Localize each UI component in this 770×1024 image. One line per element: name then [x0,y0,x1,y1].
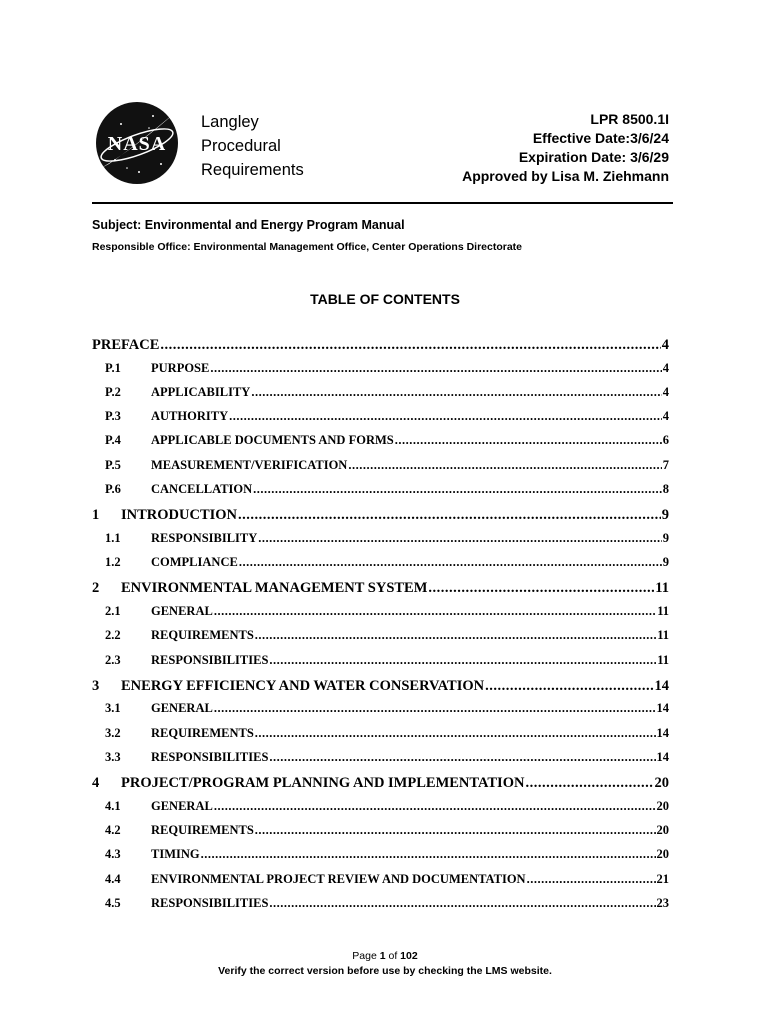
toc-entry-number: 1.1 [105,530,121,545]
toc-entry-page: 4 [661,337,669,353]
toc-entry-title: ENVIRONMENTAL PROJECT REVIEW AND DOCUMENTATION [151,871,526,886]
subject-line: Subject: Environmental and Energy Program Manual [92,218,405,232]
toc-entry[interactable] [92,478,669,500]
toc-entry-title: PURPOSE [151,360,210,375]
approved-by: Approved by Lisa M. Ziehmann [462,168,669,184]
toc-entry-number: 4.4 [105,871,121,886]
document-id: LPR 8500.1I [590,111,669,127]
toc-entry-title: MEASUREMENT/VERIFICATION [151,457,348,472]
toc-entry[interactable] [92,746,669,768]
toc-entry-page: 14 [656,725,669,740]
toc-entry-title: RESPONSIBILITY [151,530,258,545]
toc-entry-number: 4.5 [105,895,121,910]
toc-dot-leader [255,722,656,744]
toc-entry-number: 1 [92,507,100,524]
toc-entry-title: ENVIRONMENTAL MANAGEMENT SYSTEM [121,580,428,597]
toc-dot-leader [258,527,661,549]
toc-entry-page: 7 [662,457,669,472]
toc-entry-title: INTRODUCTION [121,507,238,524]
toc-entry-page: 4 [662,384,669,399]
toc-entry[interactable] [92,770,669,796]
toc-entry-page: 11 [655,580,669,597]
toc-entry[interactable] [92,649,669,671]
toc-entry-title: ENERGY EFFICIENCY AND WATER CONSERVATION [121,677,485,694]
toc-entry-number: 3.3 [105,749,121,764]
toc-entry-number: 2.3 [105,652,121,667]
toc-entry-page: 9 [662,530,669,545]
toc-dot-leader [527,868,656,890]
toc-dot-leader [269,892,655,914]
toc-entry[interactable] [92,405,669,427]
toc-entry-title: AUTHORITY [151,409,229,424]
toc-entry-title: GENERAL [151,798,213,813]
toc-entry-number: 3.1 [105,701,121,716]
toc-entry[interactable] [92,429,669,451]
toc-entry-number: P.1 [105,360,121,375]
toc-entry-number: 2.1 [105,603,121,618]
toc-entry-page: 14 [656,749,669,764]
toc-entry[interactable] [92,697,669,719]
toc-entry-page: 23 [656,895,669,910]
toc-entry[interactable] [92,332,669,358]
toc-dot-leader [525,770,653,796]
nasa-logo-word: NASA [107,133,167,155]
toc-dot-leader [214,795,656,817]
toc-entry[interactable] [92,551,669,573]
toc-entry-page: 11 [657,628,669,643]
agency-name [201,110,304,182]
toc-entry-title: RESPONSIBILITIES [151,749,269,764]
toc-entry-title: PROJECT/PROGRAM PLANNING AND IMPLEMENTATION [121,775,525,792]
toc-entry-title: RESPONSIBILITIES [151,652,269,667]
toc-entry-number: 4.1 [105,798,121,813]
toc-entry-title: GENERAL [151,603,213,618]
toc-dot-leader [269,746,655,768]
toc-entry[interactable] [92,722,669,744]
toc-entry-page: 8 [662,482,669,496]
page-current: 1 [379,950,386,962]
expiration-date: Expiration Date: 3/6/29 [518,149,669,165]
toc-entry-number: P.4 [105,433,121,448]
toc-dot-leader [229,405,662,427]
toc-dot-leader [214,697,656,719]
toc-dot-leader [210,357,661,379]
toc-dot-leader [348,454,661,476]
document-meta [462,110,669,186]
header-rule [92,202,673,204]
agency-line-3: Requirements [201,161,304,179]
page-footer [0,950,770,980]
toc-entry-page: 14 [654,677,669,694]
toc-entry[interactable] [92,843,669,865]
toc-dot-leader [160,332,660,358]
page-number: Page 1 of 102 [352,950,418,962]
toc-entry-number: P.5 [105,457,121,472]
toc-entry-title: PREFACE [92,337,160,353]
toc-entry[interactable] [92,357,669,379]
toc-entry-title: COMPLIANCE [151,555,238,570]
toc-entry[interactable] [92,600,669,622]
agency-line-2: Procedural [201,137,281,155]
toc-entry-number: 4.3 [105,847,121,862]
toc-entry-page: 20 [656,798,669,813]
toc-entry-page: 21 [656,871,669,886]
toc-entry-title: REQUIREMENTS [151,725,254,740]
toc-entry[interactable] [92,624,669,646]
toc-entry[interactable] [92,673,669,699]
nasa-logo [91,98,187,188]
toc-dot-leader [255,819,656,841]
toc-entry-number: 2.2 [105,628,121,643]
agency-line-1: Langley [201,113,259,131]
toc-entry[interactable] [92,892,669,914]
toc-entry[interactable] [92,454,669,476]
toc-entry-page: 4 [662,360,669,375]
toc-entry-page: 9 [661,507,669,524]
toc-entry-page: 14 [656,701,669,716]
toc-entry-page: 11 [657,603,669,618]
version-notice: Verify the correct version before use by checking the LMS website. [218,965,552,977]
toc-entry-title: APPLICABLE DOCUMENTS AND FORMS [151,433,394,448]
toc-entry-number: 3 [92,677,100,694]
toc-dot-leader [251,381,661,403]
toc-entry-number: 3.2 [105,725,121,740]
toc-dot-leader [238,502,661,528]
toc-entry-number: 1.2 [105,555,121,570]
toc-entry-number: 4.2 [105,823,121,837]
toc-entry[interactable] [92,502,669,528]
toc-dot-leader [214,600,656,622]
toc-entry-number: P.6 [105,482,121,496]
toc-entry-title: CANCELLATION [151,482,253,496]
toc-entry-title: RESPONSIBILITIES [151,895,269,910]
toc-entry-page: 6 [662,433,669,448]
toc-dot-leader [255,624,656,646]
responsible-office: Responsible Office: Environmental Management Office, Center Operations Directorate [92,241,523,253]
toc-dot-leader [485,673,653,699]
effective-date: Effective Date:3/6/24 [532,130,669,146]
toc-entry-number: P.2 [105,384,121,399]
toc-dot-leader [395,429,662,451]
toc-entry[interactable] [92,527,669,549]
toc-entry-page: 4 [662,409,669,424]
toc-entry-page: 20 [656,847,669,862]
toc-dot-leader [253,478,662,500]
toc-entry-page: 11 [657,652,669,667]
toc-entry-title: TIMING [151,847,200,862]
toc-entry-number: 4 [92,775,100,792]
toc-dot-leader [201,843,656,865]
toc-entry[interactable] [92,381,669,403]
toc-dot-leader [428,575,654,601]
toc-entry-title: GENERAL [151,701,213,716]
toc-entry[interactable] [92,575,669,601]
toc-entry-title: REQUIREMENTS [151,823,254,837]
toc-entry-page: 20 [656,823,669,837]
toc-entry-number: 2 [92,580,100,597]
toc-dot-leader [269,649,656,671]
toc-title: TABLE OF CONTENTS [310,291,460,307]
toc-dot-leader [239,551,662,573]
toc-entry-number: P.3 [105,409,121,424]
toc-entry-page: 20 [654,775,669,792]
page-total: 102 [400,950,418,962]
toc-entry-title: REQUIREMENTS [151,628,254,643]
toc-entry[interactable] [92,819,669,841]
toc-entry-title: APPLICABILITY [151,384,251,399]
toc-entry-page: 9 [662,555,669,570]
toc-entry[interactable] [92,795,669,817]
toc-entry[interactable] [92,868,669,890]
